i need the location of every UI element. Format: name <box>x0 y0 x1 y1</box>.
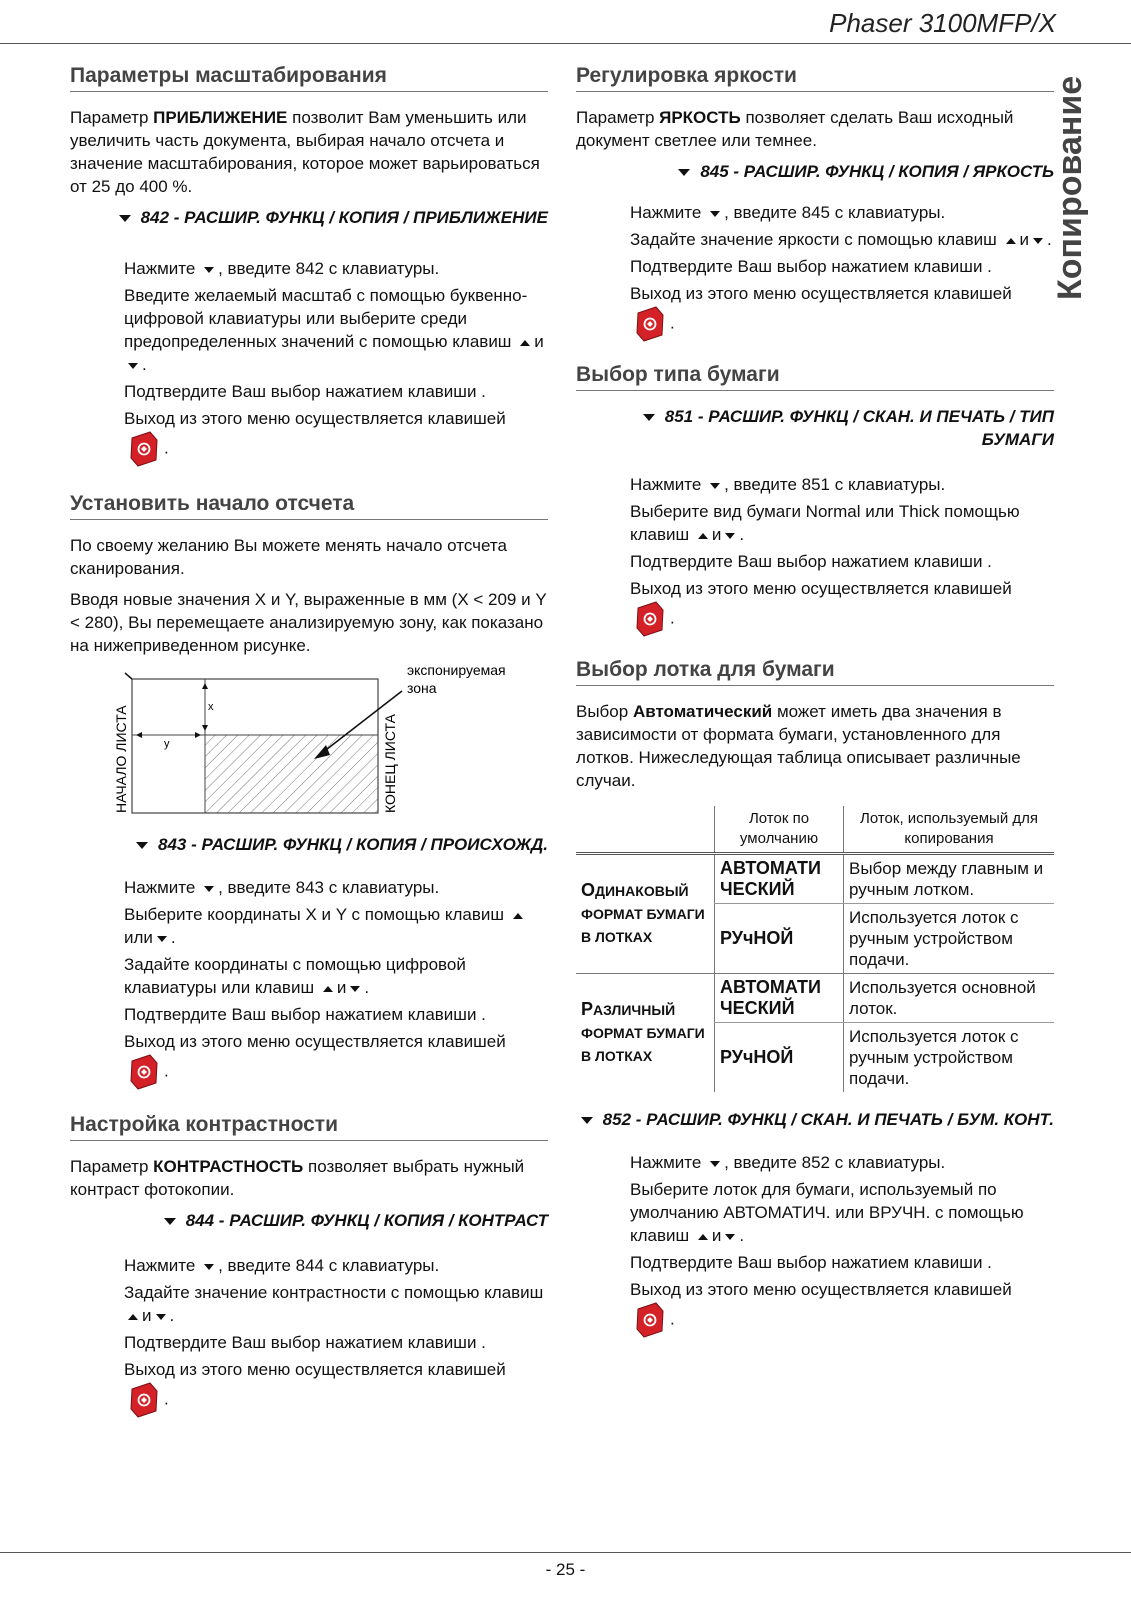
param-name: ПРИБЛИЖЕНИЕ <box>153 108 288 127</box>
zoom-intro <box>70 106 548 198</box>
down-arrow-icon <box>725 533 735 539</box>
stop-key-icon <box>128 430 160 468</box>
footer-rule <box>0 1552 1131 1553</box>
down-arrow-icon <box>710 211 720 217</box>
step: Выход из этого меню осуществляется клавишей . <box>124 1030 548 1091</box>
table-row <box>576 974 1054 1023</box>
text: Выход из этого меню осуществляется клавишей <box>630 1280 1012 1299</box>
steps-paper-tray <box>630 1151 1054 1339</box>
step <box>630 473 1054 496</box>
text: Параметр <box>576 108 660 127</box>
start-of-page-label: НАЧАЛО ЛИСТА <box>113 705 129 813</box>
text: может иметь два значения в зависимости от формата бумаги, установленного для лотков. Нижеследующая таблица описывает различные случаи. <box>576 702 1021 790</box>
step: Подтвердите Ваш выбор нажатием клавиши . <box>124 1333 486 1352</box>
text: , введите 851 с клавиатуры. <box>724 475 946 494</box>
cell-manual: РУчНОЙ <box>715 904 844 974</box>
step: Выберите координаты X и Y с помощью клавиш или . <box>124 903 548 949</box>
text: Выберите лоток для бумаги, используемый по умолчанию АВТОМАТИЧ. или ВРУЧН. с помощью клавиш <box>630 1180 1024 1245</box>
row-group-same-format <box>576 854 715 974</box>
param-name: КОНТРАСТНОСТЬ <box>153 1157 304 1176</box>
text: , введите 842 с клавиатуры. <box>218 259 440 278</box>
text: ДИНАКОВЫЙ ФОРМАТ БУМАГИ В ЛОТКАХ <box>581 883 705 945</box>
page-number: - 25 - <box>545 1560 586 1579</box>
menu-triangle-icon <box>678 169 690 176</box>
text: и <box>336 978 347 997</box>
step: Подтвердите Ваш выбор нажатием клавиши . <box>630 1253 992 1272</box>
cell-manual: РУчНОЙ <box>715 1023 844 1093</box>
menu-triangle-icon <box>119 215 131 222</box>
steps-contrast <box>124 1254 548 1419</box>
cell-auto: АВТОМАТИ ЧЕСКИЙ <box>715 854 844 904</box>
origin-diagram <box>70 665 548 825</box>
menu-path-842 <box>70 206 548 229</box>
origin-p1: По своему желанию Вы можете менять начало отсчета сканирования. <box>70 536 507 578</box>
step: Задайте значение яркости с помощью клавиш и . <box>630 230 1052 249</box>
text: и <box>711 525 722 544</box>
brightness-intro <box>576 106 1054 152</box>
step <box>124 1254 548 1277</box>
step: Выберите вид бумаги Normal или Thick помощью клавиш и . <box>630 502 1020 544</box>
section-title-zoom: Параметры масштабирования <box>70 64 548 92</box>
side-chapter-title: Копирование <box>1051 75 1089 300</box>
steps-brightness <box>630 201 1054 343</box>
text: Нажмите <box>630 475 707 494</box>
table-header-row <box>576 806 1054 854</box>
table-row <box>576 854 1054 904</box>
text: Выход из этого меню осуществляется клавишей <box>124 1032 506 1051</box>
row-group-different-format <box>576 974 715 1093</box>
text: , введите 843 с клавиатуры. <box>218 878 440 897</box>
text: Параметр <box>70 108 154 127</box>
text: и <box>1019 230 1029 249</box>
down-arrow-icon <box>204 267 214 273</box>
left-column <box>70 64 548 1423</box>
down-arrow-icon <box>1033 238 1043 244</box>
up-arrow-icon <box>513 913 523 919</box>
up-arrow-icon <box>1006 238 1016 244</box>
step: Подтвердите Ваш выбор нажатием клавиши . <box>630 257 992 276</box>
menu-path-851 <box>576 405 1054 451</box>
step: Подтвердите Ваш выбор нажатием клавиши . <box>630 552 992 571</box>
step <box>630 201 1054 224</box>
up-arrow-icon <box>698 1234 708 1240</box>
step: Выход из этого меню осуществляется клавишей . <box>630 282 1054 343</box>
stop-key-icon <box>128 1053 160 1091</box>
menu-path-text: 845 - РАСШИР. ФУНКЦ / КОПИЯ / ЯРКОСТЬ <box>700 162 1054 181</box>
cell-value: Используется лоток с ручным устройством подачи. <box>844 1023 1055 1093</box>
text: Параметр <box>70 1157 154 1176</box>
cell-value: Выбор между главным и ручным лотком. <box>844 854 1055 904</box>
tray-table <box>576 806 1054 1092</box>
text: Нажмите <box>630 203 707 222</box>
menu-triangle-icon <box>136 842 148 849</box>
down-arrow-icon <box>710 1161 720 1167</box>
stop-key-icon <box>128 1381 160 1419</box>
end-of-page-label: КОНЕЦ ЛИСТА <box>382 714 398 813</box>
text: , введите 852 с клавиатуры. <box>724 1153 946 1172</box>
cell-value: Используется основной лоток. <box>844 974 1055 1023</box>
menu-path-text: 851 - РАСШИР. ФУНКЦ / СКАН. И ПЕЧАТЬ / ТИП БУМАГИ <box>664 407 1054 449</box>
zone-label: экспонируемая зона <box>407 665 506 696</box>
menu-triangle-icon <box>164 1218 176 1225</box>
up-arrow-icon <box>323 986 333 992</box>
step: Задайте координаты с помощью цифровой клавиатуры или клавиш и . <box>124 955 466 997</box>
text: Задайте значение контрастности с помощью клавиш <box>124 1283 544 1302</box>
down-arrow-icon <box>725 1234 735 1240</box>
menu-path-845 <box>576 160 1054 183</box>
menu-path-844 <box>70 1209 548 1232</box>
text: Выход из этого меню осуществляется клавишей <box>124 409 506 428</box>
text: или <box>124 928 153 947</box>
menu-path-text: 844 - РАСШИР. ФУНКЦ / КОПИЯ / КОНТРАСТ <box>185 1211 548 1230</box>
x-label: x <box>208 701 214 713</box>
text: Нажмите <box>630 1153 707 1172</box>
text: позволяет сделать Ваш исходный документ светлее или темнее. <box>576 108 1014 150</box>
contrast-intro <box>70 1155 548 1201</box>
steps-origin <box>124 876 548 1091</box>
menu-triangle-icon <box>643 414 655 421</box>
menu-path-843 <box>70 833 548 856</box>
section-title-contrast: Настройка контрастности <box>70 1113 548 1141</box>
step: Введите желаемый масштаб с помощью буквенно-цифровой клавиатуры или выберите среди предопределенных значений с помощью клавиш и. <box>124 286 544 374</box>
steps-zoom <box>124 257 548 468</box>
step <box>630 1151 1054 1174</box>
text: и <box>142 1306 152 1325</box>
step: Выход из этого меню осуществляется клавишей . <box>630 577 1054 638</box>
step: Выход из этого меню осуществляется клавишей . <box>124 407 548 468</box>
menu-path-text: 842 - РАСШИР. ФУНКЦ / КОПИЯ / ПРИБЛИЖЕНИЕ <box>140 208 548 227</box>
up-arrow-icon <box>128 1314 138 1320</box>
down-arrow-icon <box>128 363 138 369</box>
text: Задайте координаты с помощью цифровой клавиатуры или клавиш <box>124 955 466 997</box>
down-arrow-icon <box>157 936 167 942</box>
tray-intro <box>576 700 1054 792</box>
origin-p2: Вводя новые значения X и Y, выраженные в мм (X < 209 и Y < 280), Вы перемещаете анализируемую зону, как показано на нижеприведенном рисунке. <box>70 590 547 655</box>
step: Выход из этого меню осуществляется клавишей . <box>630 1278 1054 1339</box>
menu-triangle-icon <box>581 1117 593 1124</box>
text: Выход из этого меню осуществляется клавишей <box>124 1360 506 1379</box>
step: Выберите лоток для бумаги, используемый по умолчанию АВТОМАТИЧ. или ВРУЧН. с помощью клавиш и . <box>630 1180 1024 1245</box>
down-arrow-icon <box>156 1314 166 1320</box>
text: и <box>534 332 544 351</box>
text: позволяет выбрать нужный контраст фотокопии. <box>70 1157 525 1199</box>
header-rule <box>0 43 1131 44</box>
menu-path-852 <box>576 1108 1054 1131</box>
text: Введите желаемый масштаб с помощью буквенно-цифровой клавиатуры или выберите среди предопределенных значений с помощью клавиш <box>124 286 528 351</box>
cell-value: Используется лоток с ручным устройством подачи. <box>844 904 1055 974</box>
header-title: Phaser 3100MFP/X <box>829 8 1056 38</box>
text: Выход из этого меню осуществляется клавишей <box>630 284 1012 303</box>
text: Выбор <box>576 702 633 721</box>
text: Выберите вид бумаги Normal или Thick помощью клавиш <box>630 502 1020 544</box>
text: , введите 845 с клавиатуры. <box>724 203 946 222</box>
text: АЗЛИЧНЫЙ ФОРМАТ БУМАГИ В ЛОТКАХ <box>581 1002 705 1064</box>
text: О <box>581 880 596 900</box>
section-title-origin: Установить начало отсчета <box>70 492 548 520</box>
step <box>124 257 548 280</box>
param-name: Автоматический <box>632 702 773 721</box>
down-arrow-icon <box>204 1264 214 1270</box>
param-name: ЯРКОСТЬ <box>659 108 741 127</box>
right-column <box>576 64 1054 1343</box>
text: Задайте значение яркости с помощью клавиш <box>630 230 997 249</box>
text: Нажмите <box>124 1256 201 1275</box>
section-title-paper-tray: Выбор лотка для бумаги <box>576 658 1054 686</box>
y-label: y <box>164 738 170 750</box>
stop-key-icon <box>634 305 666 343</box>
text: Нажмите <box>124 878 201 897</box>
steps-paper-type <box>630 473 1054 638</box>
col-header-copy: Лоток, используемый для копирования <box>844 806 1055 854</box>
menu-path-text: 843 - РАСШИР. ФУНКЦ / КОПИЯ / ПРОИСХОЖД. <box>158 835 548 854</box>
menu-path-text: 852 - РАСШИР. ФУНКЦ / СКАН. И ПЕЧАТЬ / БУМ. КОНТ. <box>602 1110 1054 1129</box>
step: Задайте значение контрастности с помощью клавиш и . <box>124 1283 544 1325</box>
step: Подтвердите Ваш выбор нажатием клавиши . <box>124 382 486 401</box>
cell-auto: АВТОМАТИ ЧЕСКИЙ <box>715 974 844 1023</box>
step: Выход из этого меню осуществляется клавишей . <box>124 1358 548 1419</box>
down-arrow-icon <box>710 483 720 489</box>
text: , введите 844 с клавиатуры. <box>218 1256 440 1275</box>
text: позволит Вам уменьшить или увеличить часть документа, выбирая начало отсчета и значение масштабирования, которое может варьироваться от 25 до 400 %. <box>70 108 540 196</box>
text: Выход из этого меню осуществляется клавишей <box>630 579 1012 598</box>
text: и <box>711 1226 722 1245</box>
step: Подтвердите Ваш выбор нажатием клавиши . <box>124 1005 486 1024</box>
up-arrow-icon <box>520 340 530 346</box>
text: Выберите координаты X и Y с помощью клавиш <box>124 905 505 924</box>
up-arrow-icon <box>698 533 708 539</box>
exposed-zone <box>205 735 378 813</box>
col-header-default: Лоток по умолчанию <box>715 806 844 854</box>
section-title-paper-type: Выбор типа бумаги <box>576 363 1054 391</box>
text: Р <box>581 999 594 1019</box>
step <box>124 876 548 899</box>
stop-key-icon <box>634 600 666 638</box>
down-arrow-icon <box>350 986 360 992</box>
stop-key-icon <box>634 1301 666 1339</box>
table-corner <box>576 806 715 854</box>
text: Нажмите <box>124 259 201 278</box>
section-title-brightness: Регулировка яркости <box>576 64 1054 92</box>
down-arrow-icon <box>204 886 214 892</box>
